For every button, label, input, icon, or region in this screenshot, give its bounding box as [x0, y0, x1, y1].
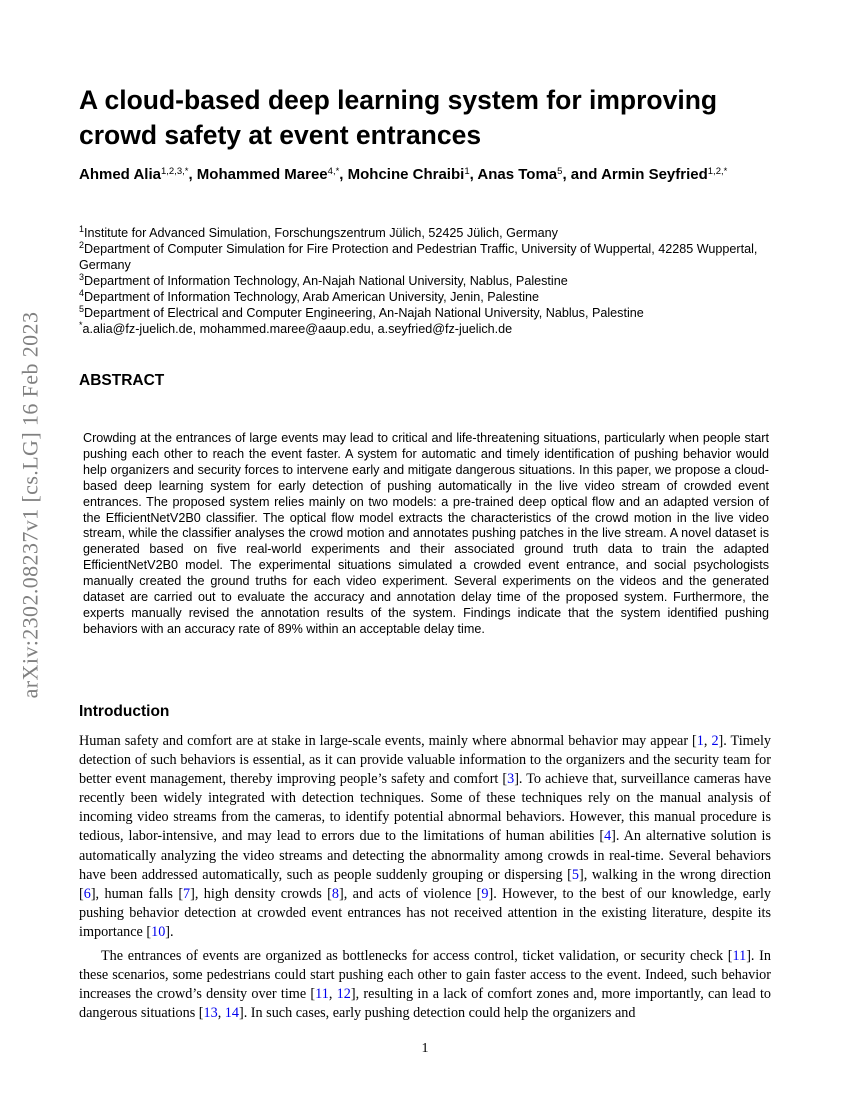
author-name: Armin Seyfried — [601, 166, 708, 183]
intro-text-run: ]. However, to the best of our knowledge, early pushing behavior detection at crowded event entrances has not received attention in the existing literature, despite its importance [ — [79, 885, 771, 940]
intro-text-run: ], and acts of violence [ — [339, 885, 482, 902]
affiliation-mark: * — [79, 320, 83, 330]
author-separator: , and — [562, 166, 602, 183]
affiliation-item — [79, 321, 779, 337]
introduction-body — [79, 732, 771, 1023]
author-affiliation-marks: 1,2,* — [707, 166, 728, 177]
arxiv-identifier-text: arXiv:2302.08237v1 [cs.LG] 16 Feb 2023 — [17, 311, 42, 699]
intro-text-run: The entrances of events are organized as bottlenecks for access control, ticket validation, or security check [ — [101, 948, 733, 965]
citation-link[interactable]: 8 — [331, 885, 339, 902]
affiliation-list — [79, 225, 779, 337]
author-name: Mohammed Maree — [196, 166, 328, 183]
intro-paragraph — [79, 947, 771, 1023]
paper-title: A cloud-based deep learning system for improving crowd safety at event entrances — [79, 85, 718, 150]
affiliation-mark: 5 — [79, 304, 85, 314]
intro-text-run: ]. To achieve that, surveillance cameras have recently been widely integrated with detection techniques. Some of these techniques rely on the manual analysis of incoming video streams from the cameras, to identify potential abnormal behaviors. However, this manual procedure is tedious, labor-intensive, and may lead to errors due to the limitations of human abilities [ — [79, 771, 771, 845]
introduction-heading: Introduction — [79, 703, 170, 720]
intro-text-run: , — [328, 986, 337, 1003]
intro-text-run: ]. Timely detection of such behaviors is essential, as it can provide valuable information to the organizers and the security team for better event management, thereby improving people’s safety and comfort [ — [79, 733, 772, 788]
affiliation-mark: 4 — [79, 288, 85, 298]
intro-text-run: ], human falls [ — [90, 885, 184, 902]
author-separator: , — [469, 166, 478, 183]
intro-text-run: ]. In such cases, early pushing detection could help the organizers and — [238, 1005, 636, 1022]
citation-link[interactable]: 14 — [224, 1005, 239, 1022]
affiliation-text: Department of Electrical and Computer Engineering, An-Najah National University, Nablus, Palestine — [84, 306, 644, 320]
intro-text-run: , — [217, 1005, 225, 1022]
citation-link[interactable]: 12 — [336, 986, 351, 1003]
affiliation-text: a.alia@fz-juelich.de, mohammed.maree@aaup.edu, a.seyfried@fz-juelich.de — [82, 322, 513, 336]
citation-link[interactable]: 6 — [83, 885, 91, 902]
affiliation-text: Department of Information Technology, Arab American University, Jenin, Palestine — [84, 290, 540, 304]
author-name: Mohcine Chraibi — [347, 166, 465, 183]
affiliation-mark: 2 — [79, 240, 85, 250]
affiliation-item — [79, 289, 779, 305]
affiliation-item — [79, 225, 779, 241]
affiliation-text: Institute for Advanced Simulation, Forschungszentrum Jülich, 52425 Jülich, Germany — [84, 226, 558, 240]
citation-link[interactable]: 10 — [151, 923, 166, 940]
author-separator: , — [188, 166, 197, 183]
citation-link[interactable]: 9 — [481, 885, 489, 902]
page-number: 1 — [421, 1041, 429, 1056]
affiliation-mark: 3 — [79, 272, 85, 282]
abstract-heading: ABSTRACT — [79, 372, 165, 389]
author-name: Ahmed Alia — [79, 166, 161, 183]
author-affiliation-marks: 1 — [464, 166, 470, 177]
citation-link[interactable]: 11 — [315, 986, 329, 1003]
author-name: Anas Toma — [477, 166, 558, 183]
intro-paragraph — [79, 732, 771, 942]
abstract-text: Crowding at the entrances of large events may lead to critical and life-threatening situations, particularly when people start pushing each other to reach the event faster. A system for automatic and timely identification of pushing behavior would help organizers and security forces to intervene early and mitigate dangerous situations. In this paper, we propose a cloud-based deep learning system for early detection of pushing automatically in the live video stream of crowded event entrances. The proposed system relies mainly on two models: a pre-trained deep optical flow and an adapted version of the EfficientNetV2B0 classifier. The optical flow model extracts the characteristics of the crowd motion in the live video stream, while the classifier analyses the crowd motion and annotates pushing patches in the live stream. A novel dataset is generated based on five real-world experiments and their associated ground truth data to train the adapted EfficientNetV2B0 model. The experimental situations simulated a crowded event entrance, and social psychologists manually created the ground truths for each video experiment. Several experiments on the videos and the generated dataset are carried out to evaluate the accuracy and annotation delay time of the proposed system. Furthermore, the experts manually revised the annotation results of the system. Findings indicate that the system identified pushing behaviors with an accuracy rate of 89% within an acceptable delay time. — [83, 431, 769, 636]
citation-link[interactable]: 2 — [711, 733, 719, 749]
author-affiliation-marks: 5 — [557, 166, 563, 177]
citation-link[interactable]: 7 — [183, 885, 191, 902]
intro-text-run: , — [703, 733, 712, 749]
author-affiliation-marks: 1,2,3,* — [160, 166, 189, 177]
affiliation-text: Department of Information Technology, An-Najah National University, Nablus, Palestine — [84, 274, 568, 288]
affiliation-mark: 1 — [79, 224, 85, 234]
citation-link[interactable]: 5 — [571, 866, 579, 883]
author-list — [79, 165, 779, 185]
citation-link[interactable]: 4 — [604, 828, 612, 845]
citation-link[interactable]: 13 — [203, 1005, 218, 1022]
affiliation-item — [79, 273, 779, 289]
intro-text-run: ]. In these scenarios, some pedestrians could start pushing each other to gain faster access to the event. Indeed, such behavior increases the crowd’s density over time [ — [79, 948, 771, 1003]
author-affiliation-marks: 4,* — [327, 166, 340, 177]
intro-text-run: ], resulting in a lack of comfort zones and, more importantly, can lead to dangerous situations [ — [79, 986, 771, 1022]
affiliation-item — [79, 241, 779, 273]
intro-text-run: Human safety and comfort are at stake in large-scale events, mainly where abnormal behavior may appear [ — [79, 733, 697, 749]
affiliation-text: Department of Computer Simulation for Fire Protection and Pedestrian Traffic, University of Wuppertal, 42285 Wuppertal, Germany — [79, 242, 758, 272]
citation-link[interactable]: 1 — [696, 733, 704, 749]
intro-text-run: ]. — [165, 923, 174, 940]
arxiv-identifier-stamp — [10, 295, 50, 715]
intro-text-run: ], walking in the wrong direction [ — [79, 866, 771, 902]
affiliation-item — [79, 305, 779, 321]
intro-text-run: ]. An alternative solution is automatically analyzing the video streams and detecting the abnormality among crowds in real-time. Several behaviors have been addressed automatically, such as people suddenly grouping or dispersing [ — [79, 828, 772, 883]
author-separator: , — [339, 166, 348, 183]
citation-link[interactable]: 11 — [732, 948, 747, 965]
intro-text-run: ], high density crowds [ — [190, 885, 332, 902]
citation-link[interactable]: 3 — [507, 771, 515, 788]
